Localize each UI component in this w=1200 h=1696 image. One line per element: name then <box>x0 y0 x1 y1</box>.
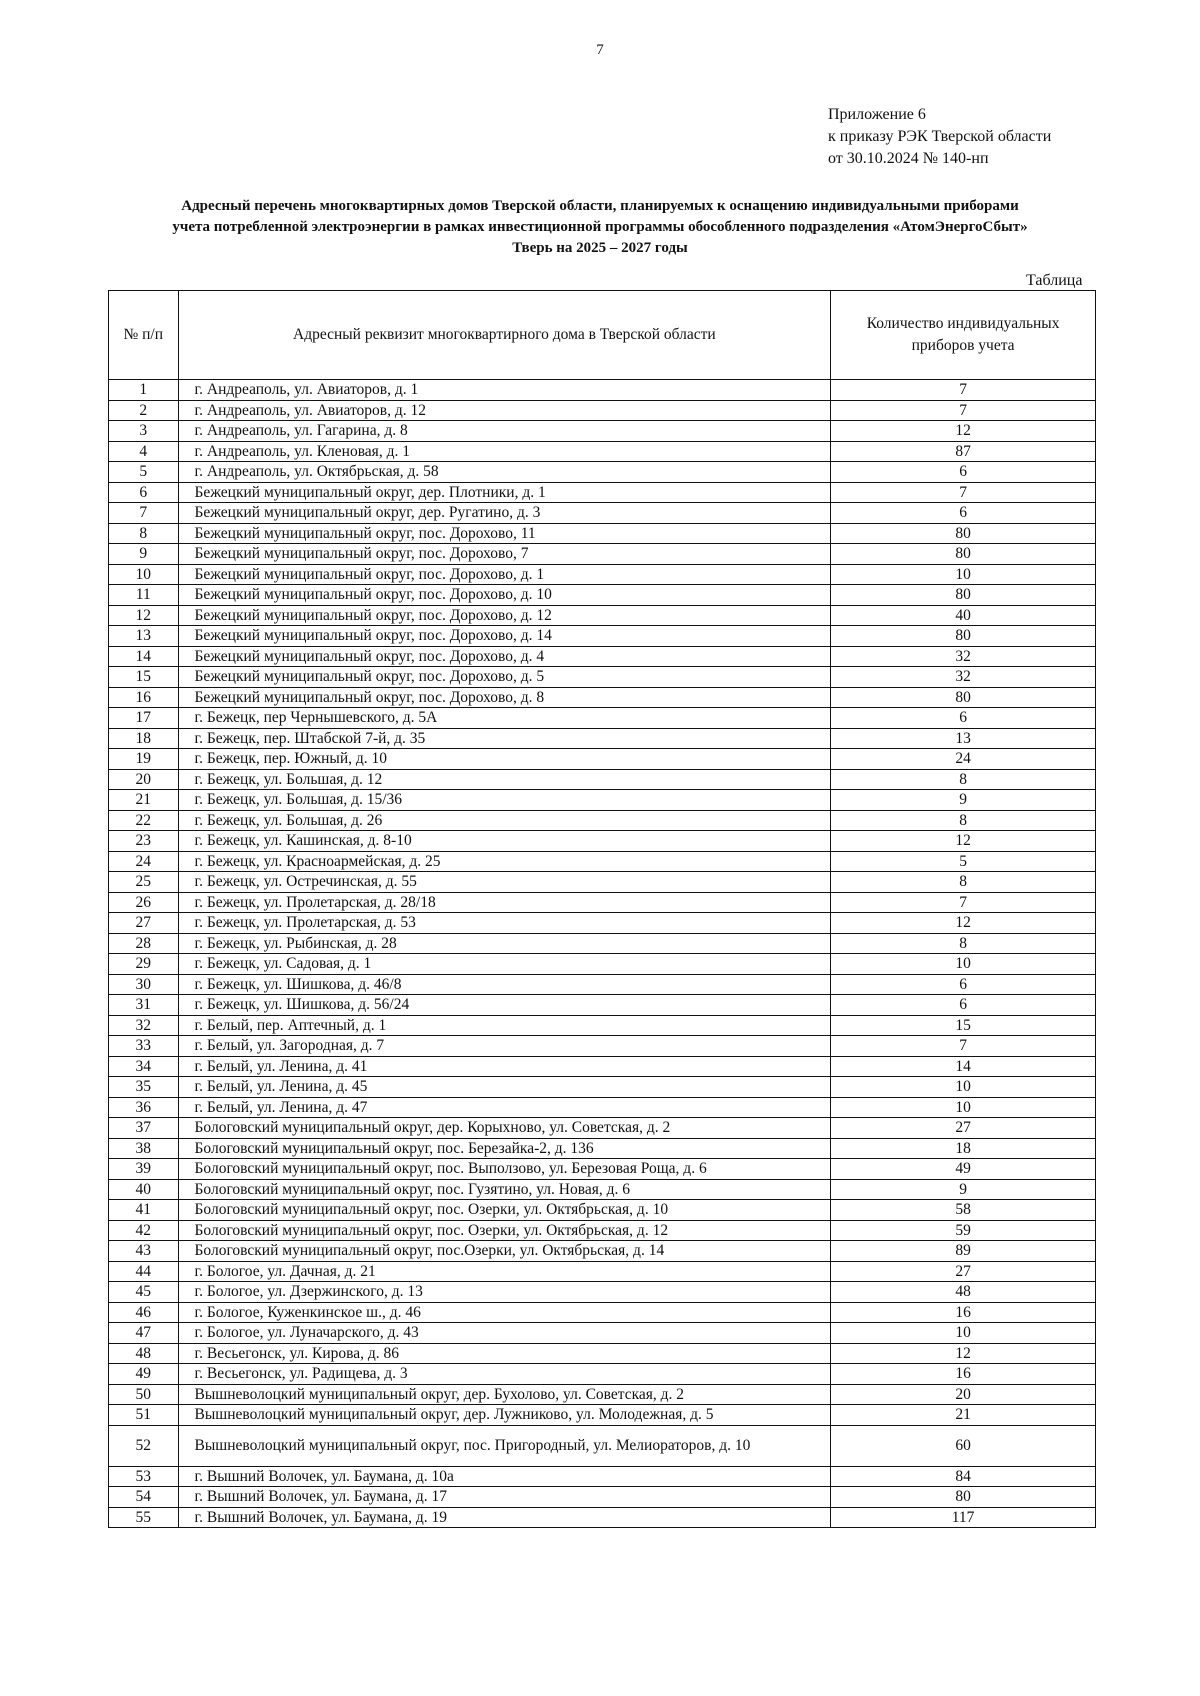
row-address: Бежецкий муниципальный округ, дер. Ругатино, д. 3 <box>178 503 831 524</box>
row-address: г. Вышний Волочек, ул. Баумана, д. 19 <box>178 1507 831 1528</box>
title-line-3: Тверь на 2025 – 2027 годы <box>512 240 688 256</box>
row-number: 51 <box>109 1405 179 1426</box>
header-count <box>831 291 1096 380</box>
document-title <box>60 196 1140 259</box>
row-address: г. Белый, ул. Загородная, д. 7 <box>178 1036 831 1057</box>
row-meter-count: 49 <box>831 1159 1096 1180</box>
row-meter-count: 16 <box>831 1364 1096 1385</box>
row-number: 35 <box>109 1077 179 1098</box>
row-address: Бежецкий муниципальный округ, пос. Дорохово, д. 4 <box>178 646 831 667</box>
row-meter-count: 16 <box>831 1302 1096 1323</box>
row-number: 48 <box>109 1343 179 1364</box>
row-address: Бежецкий муниципальный округ, пос. Дорохово, 11 <box>178 523 831 544</box>
row-meter-count: 10 <box>831 954 1096 975</box>
row-address: Вышневолоцкий муниципальный округ, пос. Пригородный, ул. Мелиораторов, д. 10 <box>178 1425 831 1466</box>
row-address: г. Вышний Волочек, ул. Баумана, д. 17 <box>178 1487 831 1508</box>
row-meter-count: 14 <box>831 1056 1096 1077</box>
row-address: г. Бежецк, ул. Шишкова, д. 46/8 <box>178 974 831 995</box>
row-address: Бологовский муниципальный округ, пос. Березайка-2, д. 136 <box>178 1138 831 1159</box>
row-number: 42 <box>109 1220 179 1241</box>
appendix-line-1: Приложение 6 <box>828 106 926 123</box>
row-address: г. Бежецк, ул. Рыбинская, д. 28 <box>178 933 831 954</box>
row-number: 50 <box>109 1384 179 1405</box>
row-meter-count: 6 <box>831 503 1096 524</box>
header-count-line-1: Количество индивидуальных <box>866 315 1060 332</box>
row-meter-count: 7 <box>831 892 1096 913</box>
row-address: г. Андреаполь, ул. Авиаторов, д. 1 <box>178 380 831 401</box>
row-address: г. Весьегонск, ул. Кирова, д. 86 <box>178 1343 831 1364</box>
row-meter-count: 89 <box>831 1241 1096 1262</box>
table-row <box>109 1384 1096 1405</box>
row-meter-count: 80 <box>831 585 1096 606</box>
row-number: 49 <box>109 1364 179 1385</box>
table-row <box>109 380 1096 401</box>
row-meter-count: 6 <box>831 974 1096 995</box>
row-address: г. Бежецк, ул. Большая, д. 15/36 <box>178 790 831 811</box>
row-number: 39 <box>109 1159 179 1180</box>
row-meter-count: 7 <box>831 482 1096 503</box>
row-address: г. Бежецк, ул. Пролетарская, д. 53 <box>178 913 831 934</box>
table-row <box>109 1036 1096 1057</box>
row-number: 31 <box>109 995 179 1016</box>
row-number: 3 <box>109 421 179 442</box>
row-meter-count: 7 <box>831 1036 1096 1057</box>
row-meter-count: 59 <box>831 1220 1096 1241</box>
row-meter-count: 80 <box>831 687 1096 708</box>
row-number: 33 <box>109 1036 179 1057</box>
row-number: 41 <box>109 1200 179 1221</box>
row-address: г. Белый, ул. Ленина, д. 45 <box>178 1077 831 1098</box>
row-number: 44 <box>109 1261 179 1282</box>
row-number: 17 <box>109 708 179 729</box>
row-address: г. Бежецк, пер Чернышевского, д. 5А <box>178 708 831 729</box>
table-row <box>109 1405 1096 1426</box>
row-meter-count: 10 <box>831 1077 1096 1098</box>
row-address: Вышневолоцкий муниципальный округ, дер. Бухолово, ул. Советская, д. 2 <box>178 1384 831 1405</box>
row-address: г. Бежецк, ул. Садовая, д. 1 <box>178 954 831 975</box>
row-address: г. Бежецк, ул. Большая, д. 12 <box>178 769 831 790</box>
table-row <box>109 933 1096 954</box>
row-number: 5 <box>109 462 179 483</box>
table-row <box>109 605 1096 626</box>
row-number: 13 <box>109 626 179 647</box>
header-address: Адресный реквизит многоквартирного дома в Тверской области <box>178 291 831 380</box>
table-row <box>109 441 1096 462</box>
row-number: 10 <box>109 564 179 585</box>
row-address: г. Андреаполь, ул. Гагарина, д. 8 <box>178 421 831 442</box>
row-meter-count: 32 <box>831 646 1096 667</box>
row-address: г. Бологое, ул. Луначарского, д. 43 <box>178 1323 831 1344</box>
row-address: Бежецкий муниципальный округ, пос. Дорохово, д. 12 <box>178 605 831 626</box>
row-address: Бежецкий муниципальный округ, пос. Дорохово, д. 5 <box>178 667 831 688</box>
row-address: г. Бежецк, ул. Шишкова, д. 56/24 <box>178 995 831 1016</box>
row-meter-count: 32 <box>831 667 1096 688</box>
row-address: г. Бежецк, ул. Пролетарская, д. 28/18 <box>178 892 831 913</box>
row-meter-count: 15 <box>831 1015 1096 1036</box>
title-line-1: Адресный перечень многоквартирных домов Тверской области, планируемых к оснащению индивидуальными приборами <box>181 198 1019 214</box>
table-row <box>109 1179 1096 1200</box>
table-row <box>109 892 1096 913</box>
table-caption: Таблица <box>1026 272 1083 289</box>
row-meter-count: 10 <box>831 1097 1096 1118</box>
row-meter-count: 84 <box>831 1466 1096 1487</box>
table-row <box>109 913 1096 934</box>
table-row <box>109 1507 1096 1528</box>
row-address: г. Бежецк, ул. Кашинская, д. 8-10 <box>178 831 831 852</box>
table-row <box>109 1302 1096 1323</box>
table-row <box>109 708 1096 729</box>
row-number: 28 <box>109 933 179 954</box>
row-number: 29 <box>109 954 179 975</box>
table-row <box>109 851 1096 872</box>
table-row <box>109 1077 1096 1098</box>
row-address: Бежецкий муниципальный округ, пос. Дорохово, д. 10 <box>178 585 831 606</box>
row-address: г. Бологое, ул. Дачная, д. 21 <box>178 1261 831 1282</box>
row-address: Бежецкий муниципальный округ, пос. Дорохово, д. 8 <box>178 687 831 708</box>
row-address: Бежецкий муниципальный округ, дер. Плотники, д. 1 <box>178 482 831 503</box>
row-number: 18 <box>109 728 179 749</box>
row-number: 34 <box>109 1056 179 1077</box>
table-row <box>109 1323 1096 1344</box>
row-meter-count: 9 <box>831 1179 1096 1200</box>
row-number: 14 <box>109 646 179 667</box>
row-number: 2 <box>109 400 179 421</box>
table-row <box>109 482 1096 503</box>
appendix-line-3: от 30.10.2024 № 140-нп <box>828 150 989 167</box>
row-address: Бежецкий муниципальный округ, пос. Дорохово, 7 <box>178 544 831 565</box>
table-row <box>109 769 1096 790</box>
row-meter-count: 12 <box>831 421 1096 442</box>
row-meter-count: 12 <box>831 1343 1096 1364</box>
row-meter-count: 27 <box>831 1118 1096 1139</box>
row-number: 26 <box>109 892 179 913</box>
row-number: 47 <box>109 1323 179 1344</box>
table-row <box>109 810 1096 831</box>
row-address: г. Вышний Волочек, ул. Баумана, д. 10а <box>178 1466 831 1487</box>
row-meter-count: 58 <box>831 1200 1096 1221</box>
table-row <box>109 1138 1096 1159</box>
row-address: Бологовский муниципальный округ, пос.Озерки, ул. Октябрьская, д. 14 <box>178 1241 831 1262</box>
row-address: г. Бежецк, ул. Большая, д. 26 <box>178 810 831 831</box>
table-row <box>109 1282 1096 1303</box>
table-row <box>109 872 1096 893</box>
row-number: 22 <box>109 810 179 831</box>
table-row <box>109 728 1096 749</box>
row-meter-count: 80 <box>831 523 1096 544</box>
table-row <box>109 1364 1096 1385</box>
row-address: г. Андреаполь, ул. Кленовая, д. 1 <box>178 441 831 462</box>
row-address: г. Андреаполь, ул. Октябрьская, д. 58 <box>178 462 831 483</box>
row-meter-count: 8 <box>831 872 1096 893</box>
row-number: 23 <box>109 831 179 852</box>
row-number: 7 <box>109 503 179 524</box>
row-number: 46 <box>109 1302 179 1323</box>
row-meter-count: 21 <box>831 1405 1096 1426</box>
row-meter-count: 24 <box>831 749 1096 770</box>
table-header-row <box>109 291 1096 380</box>
row-meter-count: 8 <box>831 769 1096 790</box>
table-row <box>109 954 1096 975</box>
row-meter-count: 9 <box>831 790 1096 811</box>
row-address: Бологовский муниципальный округ, пос. Озерки, ул. Октябрьская, д. 10 <box>178 1200 831 1221</box>
table-row <box>109 1466 1096 1487</box>
table-row <box>109 564 1096 585</box>
row-meter-count: 48 <box>831 1282 1096 1303</box>
row-meter-count: 60 <box>831 1425 1096 1466</box>
header-count-line-2: приборов учета <box>911 337 1015 354</box>
row-number: 19 <box>109 749 179 770</box>
row-number: 15 <box>109 667 179 688</box>
row-address: Вышневолоцкий муниципальный округ, дер. Лужниково, ул. Молодежная, д. 5 <box>178 1405 831 1426</box>
row-meter-count: 6 <box>831 708 1096 729</box>
row-address: Бежецкий муниципальный округ, пос. Дорохово, д. 14 <box>178 626 831 647</box>
table-row <box>109 400 1096 421</box>
row-meter-count: 40 <box>831 605 1096 626</box>
row-number: 21 <box>109 790 179 811</box>
table-row <box>109 1159 1096 1180</box>
row-number: 25 <box>109 872 179 893</box>
table-row <box>109 687 1096 708</box>
row-number: 45 <box>109 1282 179 1303</box>
table-row <box>109 544 1096 565</box>
table-row <box>109 790 1096 811</box>
row-meter-count: 80 <box>831 544 1096 565</box>
row-number: 54 <box>109 1487 179 1508</box>
row-address: г. Бологое, Куженкинское ш., д. 46 <box>178 1302 831 1323</box>
row-address: Бологовский муниципальный округ, пос. Озерки, ул. Октябрьская, д. 12 <box>178 1220 831 1241</box>
row-number: 32 <box>109 1015 179 1036</box>
row-meter-count: 27 <box>831 1261 1096 1282</box>
row-address: г. Андреаполь, ул. Авиаторов, д. 12 <box>178 400 831 421</box>
row-number: 8 <box>109 523 179 544</box>
table-row <box>109 1343 1096 1364</box>
row-number: 38 <box>109 1138 179 1159</box>
table-row <box>109 421 1096 442</box>
row-number: 6 <box>109 482 179 503</box>
table-row <box>109 995 1096 1016</box>
row-meter-count: 10 <box>831 1323 1096 1344</box>
table-row <box>109 1487 1096 1508</box>
row-meter-count: 10 <box>831 564 1096 585</box>
row-meter-count: 6 <box>831 995 1096 1016</box>
appendix-line-2: к приказу РЭК Тверской области <box>828 128 1052 145</box>
table-row <box>109 1241 1096 1262</box>
row-address: г. Белый, ул. Ленина, д. 47 <box>178 1097 831 1118</box>
row-number: 52 <box>109 1425 179 1466</box>
table-row <box>109 974 1096 995</box>
row-address: Бологовский муниципальный округ, дер. Корыхново, ул. Советская, д. 2 <box>178 1118 831 1139</box>
row-number: 55 <box>109 1507 179 1528</box>
row-meter-count: 87 <box>831 441 1096 462</box>
row-meter-count: 117 <box>831 1507 1096 1528</box>
row-number: 30 <box>109 974 179 995</box>
page-number: 7 <box>596 42 604 58</box>
row-address: Бологовский муниципальный округ, пос. Гузятино, ул. Новая, д. 6 <box>178 1179 831 1200</box>
row-number: 11 <box>109 585 179 606</box>
row-number: 36 <box>109 1097 179 1118</box>
row-number: 27 <box>109 913 179 934</box>
row-meter-count: 6 <box>831 462 1096 483</box>
table-row <box>109 667 1096 688</box>
table-row <box>109 646 1096 667</box>
row-meter-count: 7 <box>831 400 1096 421</box>
row-number: 16 <box>109 687 179 708</box>
row-meter-count: 18 <box>831 1138 1096 1159</box>
table-row <box>109 749 1096 770</box>
row-number: 37 <box>109 1118 179 1139</box>
table-row <box>109 523 1096 544</box>
table-row <box>109 585 1096 606</box>
title-line-2: учета потребленной электроэнергии в рамках инвестиционной программы обособленного подразделения «АтомЭнергоСбыт» <box>172 219 1028 235</box>
row-number: 12 <box>109 605 179 626</box>
table-row <box>109 462 1096 483</box>
row-address: Бежецкий муниципальный округ, пос. Дорохово, д. 1 <box>178 564 831 585</box>
row-address: г. Белый, ул. Ленина, д. 41 <box>178 1056 831 1077</box>
table-row <box>109 1056 1096 1077</box>
table-row <box>109 1118 1096 1139</box>
row-address: Бологовский муниципальный округ, пос. Выползово, ул. Березовая Роща, д. 6 <box>178 1159 831 1180</box>
table-body <box>109 380 1096 1528</box>
appendix-block <box>828 104 1051 170</box>
row-meter-count: 7 <box>831 380 1096 401</box>
row-meter-count: 20 <box>831 1384 1096 1405</box>
row-number: 53 <box>109 1466 179 1487</box>
meters-table <box>108 290 1096 1528</box>
header-num: № п/п <box>109 291 179 380</box>
table-row <box>109 1425 1096 1466</box>
row-meter-count: 12 <box>831 831 1096 852</box>
row-meter-count: 8 <box>831 933 1096 954</box>
row-meter-count: 8 <box>831 810 1096 831</box>
table-row <box>109 1015 1096 1036</box>
row-meter-count: 80 <box>831 626 1096 647</box>
row-number: 43 <box>109 1241 179 1262</box>
table-row <box>109 1261 1096 1282</box>
row-number: 1 <box>109 380 179 401</box>
row-number: 40 <box>109 1179 179 1200</box>
table-row <box>109 1220 1096 1241</box>
row-meter-count: 5 <box>831 851 1096 872</box>
row-number: 9 <box>109 544 179 565</box>
table-row <box>109 626 1096 647</box>
row-address: г. Бологое, ул. Дзержинского, д. 13 <box>178 1282 831 1303</box>
table-row <box>109 831 1096 852</box>
row-meter-count: 12 <box>831 913 1096 934</box>
table-row <box>109 1200 1096 1221</box>
row-number: 24 <box>109 851 179 872</box>
row-meter-count: 80 <box>831 1487 1096 1508</box>
row-number: 4 <box>109 441 179 462</box>
row-address: г. Весьегонск, ул. Радищева, д. 3 <box>178 1364 831 1385</box>
table-row <box>109 503 1096 524</box>
row-number: 20 <box>109 769 179 790</box>
table-row <box>109 1097 1096 1118</box>
row-address: г. Бежецк, ул. Остречинская, д. 55 <box>178 872 831 893</box>
row-address: г. Бежецк, ул. Красноармейская, д. 25 <box>178 851 831 872</box>
row-address: г. Бежецк, пер. Штабской 7-й, д. 35 <box>178 728 831 749</box>
row-address: г. Бежецк, пер. Южный, д. 10 <box>178 749 831 770</box>
row-address: г. Белый, пер. Аптечный, д. 1 <box>178 1015 831 1036</box>
row-meter-count: 13 <box>831 728 1096 749</box>
